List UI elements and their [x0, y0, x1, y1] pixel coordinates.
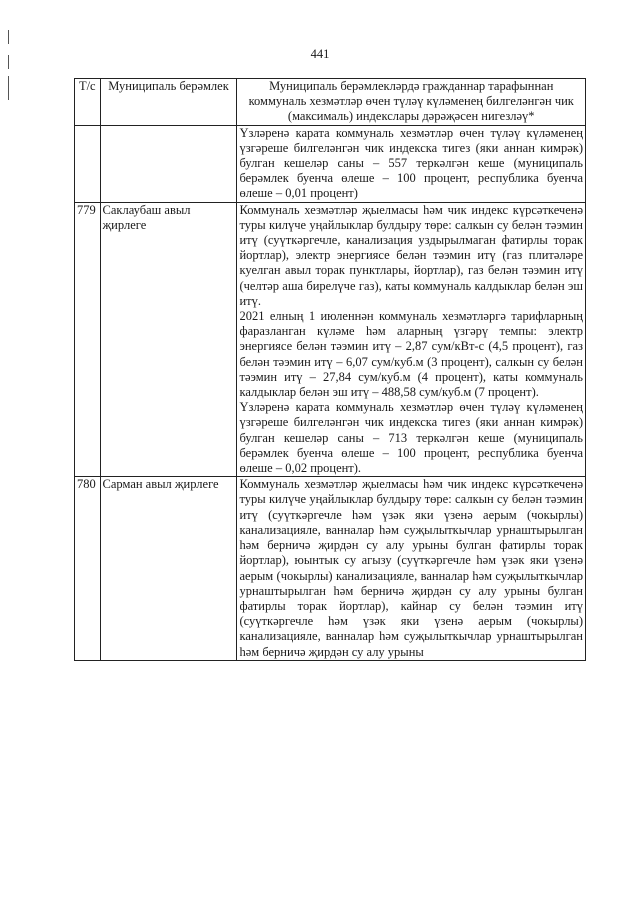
index-justification-table — [74, 78, 586, 661]
header-municipality: Муниципаль берәмлек — [100, 79, 237, 126]
row-municipality: Саклаубаш авыл җирлеге — [100, 202, 237, 477]
table-row — [75, 125, 586, 202]
scan-edge-mark — [8, 76, 9, 100]
description-paragraph: Үзләренә карата коммуналь хезмәтләр өчен түләү күләменең үзгәреше билгеләнгән чик индекска тигез (яки аннан кимрәк) булган кешеләр саны – 713 теркәлгән кеше (муниципаль берәмлек буенча өлеше – 100 процент, республика буенча өлеше – 0,02 процент). — [239, 400, 583, 476]
description-paragraph: Коммуналь хезмәтләр җыелмасы һәм чик индекс күрсәткеченә туры килүче уңайлыклар булдыру төре: салкын су белән тәэмин итү (суүткәргечле һәм үзәк яки үзенә аерым (чокырлы) канализацияле, ванналар һәм суҗылыткычлар урнаштырылган һәм берничә җирдән су алу урыны булган фатирлы торак йортлар), юынтык су агызу (суүткәргечле һәм үзәк яки үзенә аерым (чокырлы) канализацияле, ванналар һәм суҗылыткычлар урнаштырылган һәм берничә җирдән су алу урыны булган фатирлы торак йортлар), кайнар су белән тәэмин итү (суүткәргечле һәм үзәк яки үзенә аерым (чокырлы) канализацияле, ванналар һәм суҗылыткычлар урнаштырылган һәм берничә җирдән су алу урыны — [239, 477, 583, 659]
scan-edge-mark — [8, 30, 9, 44]
description-paragraph: Үзләренә карата коммуналь хезмәтләр өчен түләү күләменең үзгәреше билгеләнгән чик индекска тигез (яки аннан кимрәк) булган кешеләр саны – 557 теркәлгән кеше (муниципаль берәмлек буенча өлеше – 100 процент, республика буенча өлеше – 0,01 процент) — [239, 125, 583, 201]
row-number — [75, 125, 101, 202]
description-paragraph: Коммуналь хезмәтләр җыелмасы һәм чик индекс күрсәткеченә туры килүче уңайлыклар булдыру төре: салкын су белән тәэмин итү (суүткәргечле, канализация уздырылмаган фатирлы торак йортлар), электр энергиясе белән тәэмин итү (газ плитәләре куелган авыл торак пунктлары, йортлар), газ белән тәэмин итү (челтәр аша бирелүче газ), каты коммуналь калдыклар белән эш итү. — [239, 202, 583, 308]
row-number: 780 — [75, 477, 101, 660]
table-header-row — [75, 79, 586, 126]
description-paragraph: 2021 елның 1 июленнән коммуналь хезмәтләргә тарифларның фаразланган күләме һәм аларның үзгәрү темпы: электр энергиясе белән тәэмин итү – 2,87 сум/кВт-с (4,5 процент), газ белән тәэмин итү – 6,07 сум/куб.м (3 процент), салкын су белән тәэмин итү – 27,84 сум/куб.м (4 процент), каты коммуналь калдыклар белән эш итү – 488,58 сум/куб.м (7 процент). — [239, 309, 583, 400]
row-municipality: Сарман авыл җирлеге — [100, 477, 237, 660]
row-description — [237, 125, 586, 202]
row-description — [237, 477, 586, 660]
row-municipality — [100, 125, 237, 202]
header-description: Муниципаль берәмлекләрдә гражданнар тарафыннан коммуналь хезмәтләр өчен түләү күләменең билгеләнгән чик (максималь) индекслары дәрәҗәсен нигезләү* — [237, 79, 586, 126]
row-number: 779 — [75, 202, 101, 477]
table-row — [75, 202, 586, 477]
header-number: Т/с — [75, 79, 101, 126]
page-number: 441 — [310, 47, 330, 61]
table-row — [75, 477, 586, 660]
row-description — [237, 202, 586, 477]
